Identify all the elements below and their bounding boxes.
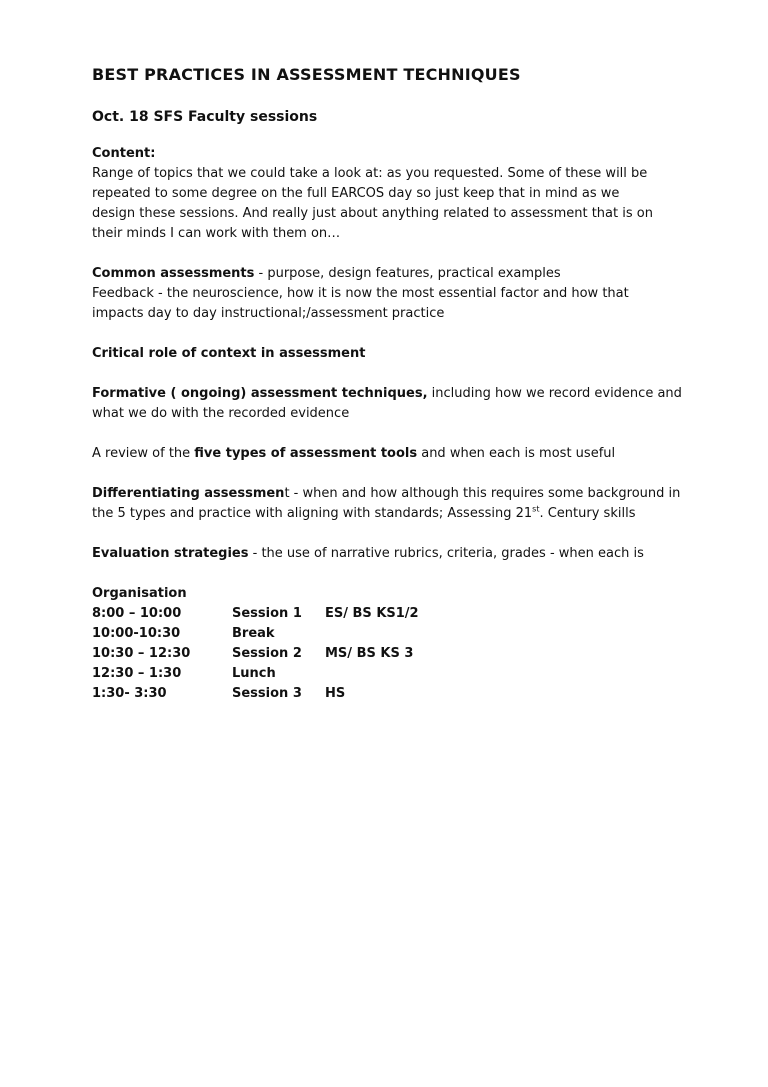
intro-line: repeated to some degree on the full EARCOS day so just keep that in mind as we xyxy=(92,186,620,201)
schedule-row xyxy=(92,624,692,644)
review-label: five types of assessment tools xyxy=(194,446,418,461)
feedback-line: impacts day to day instructional;/assessment practice xyxy=(92,306,445,321)
intro-line: design these sessions. And really just about anything related to assessment that is on xyxy=(92,206,653,221)
schedule-time: 1:30- 3:30 xyxy=(92,686,167,701)
common-assessments-text: - purpose, design features, practical examples xyxy=(254,266,561,281)
schedule-group: ES/ BS KS1/2 xyxy=(325,606,419,621)
schedule-row xyxy=(92,604,692,624)
formative-item xyxy=(92,384,692,404)
differentiating-line2-end: . Century skills xyxy=(539,506,636,521)
schedule-session: Session 2 xyxy=(232,646,302,661)
differentiating-text: t - when and how although this requires some background in xyxy=(284,486,681,501)
formative-line2: what we do with the recorded evidence xyxy=(92,406,350,421)
schedule-group: MS/ BS KS 3 xyxy=(325,646,414,661)
critical-role-item: Critical role of context in assessment xyxy=(92,346,366,361)
organisation-schedule xyxy=(92,584,692,704)
organisation-heading: Organisation xyxy=(92,586,187,601)
content-heading: Content: xyxy=(92,146,156,161)
formative-text: including how we record evidence and xyxy=(427,386,682,401)
differentiating-item xyxy=(92,484,692,504)
schedule-session: Break xyxy=(232,626,275,641)
feedback-line: Feedback - the neuroscience, how it is now the most essential factor and how that xyxy=(92,286,629,301)
intro-line: their minds I can work with them on… xyxy=(92,226,341,241)
evaluation-label: Evaluation strategies xyxy=(92,546,249,561)
schedule-row xyxy=(92,644,692,664)
differentiating-line2 xyxy=(92,504,692,524)
schedule-time: 12:30 – 1:30 xyxy=(92,666,182,681)
schedule-session: Lunch xyxy=(232,666,276,681)
schedule-session: Session 1 xyxy=(232,606,302,621)
review-item xyxy=(92,444,692,464)
content-section xyxy=(92,144,692,564)
schedule-time: 8:00 – 10:00 xyxy=(92,606,182,621)
evaluation-text: - the use of narrative rubrics, criteria, grades - when each is xyxy=(248,546,644,561)
document-title: BEST PRACTICES IN ASSESSMENT TECHNIQUES xyxy=(92,65,521,84)
review-pre: A review of the xyxy=(92,446,195,461)
evaluation-item xyxy=(92,544,692,564)
schedule-session: Session 3 xyxy=(232,686,302,701)
schedule-group xyxy=(325,664,525,684)
schedule-time: 10:30 – 12:30 xyxy=(92,646,191,661)
schedule-group xyxy=(325,624,525,644)
intro-line: Range of topics that we could take a look at: as you requested. Some of these will be xyxy=(92,166,648,181)
common-assessments-item xyxy=(92,264,692,284)
schedule-row xyxy=(92,664,692,684)
differentiating-line2-text: the 5 types and practice with aligning with standards; Assessing 21 xyxy=(92,506,533,521)
schedule-group: HS xyxy=(325,686,346,701)
differentiating-label: Differentiating assessmen xyxy=(92,486,285,501)
ordinal-suffix: st xyxy=(532,504,540,514)
schedule-time: 10:00-10:30 xyxy=(92,626,181,641)
formative-label: Formative ( ongoing) assessment techniques, xyxy=(92,386,428,401)
review-post: and when each is most useful xyxy=(417,446,616,461)
common-assessments-label: Common assessments xyxy=(92,266,255,281)
document-body xyxy=(92,64,692,704)
document-subtitle: Oct. 18 SFS Faculty sessions xyxy=(92,109,318,125)
schedule-row xyxy=(92,684,692,704)
